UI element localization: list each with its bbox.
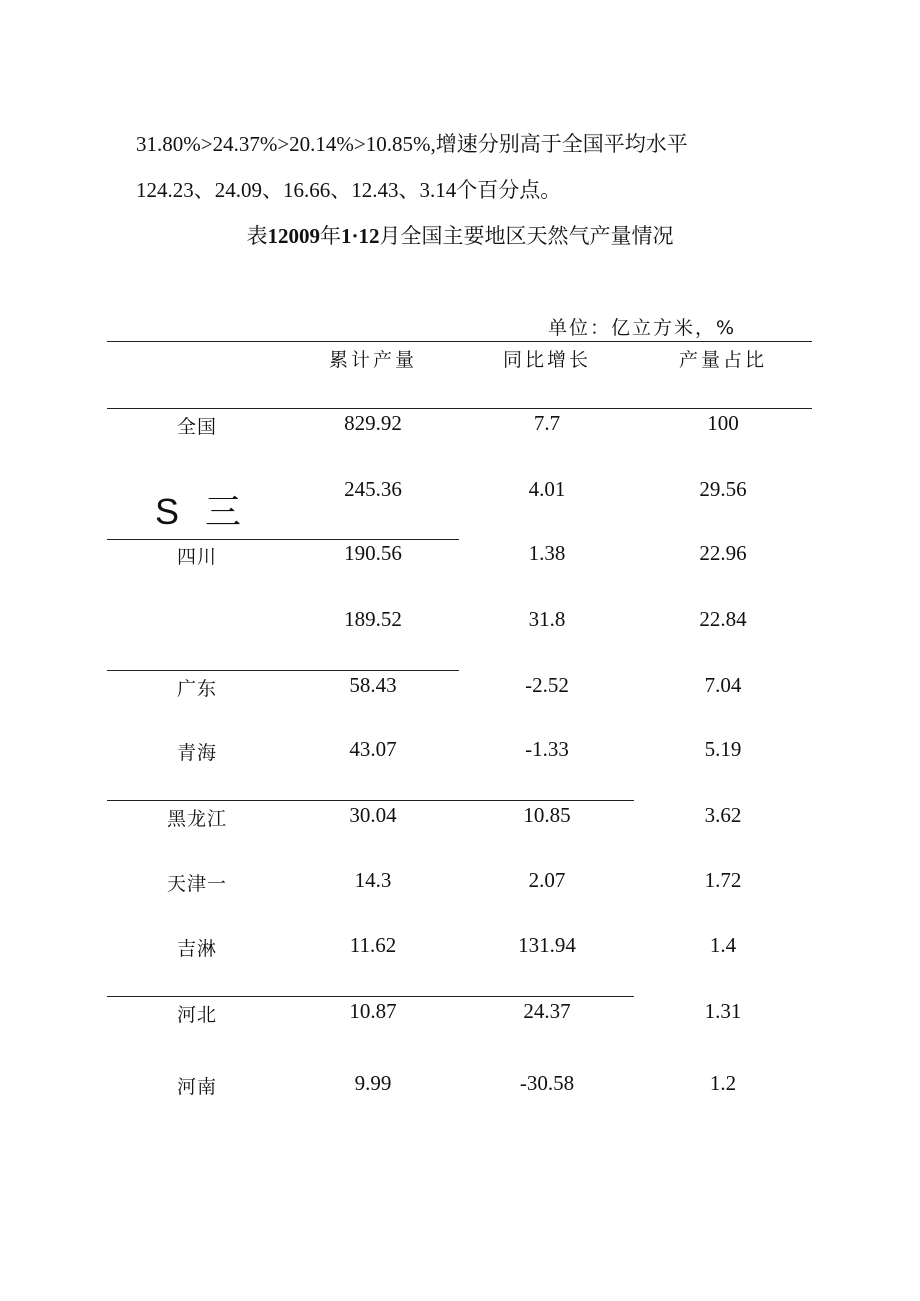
- yoy-growth: 131.94: [518, 933, 576, 957]
- cumulative-output: 11.62: [349, 933, 397, 957]
- cumulative-output: 9.99: [354, 1071, 392, 1095]
- yoy-growth: -2.52: [525, 673, 569, 697]
- column-header: 累计产量: [328, 349, 417, 371]
- unit-label: 单位：亿立方米，%: [548, 317, 737, 339]
- cumulative-output: 829.92: [344, 411, 402, 435]
- table-caption: [0, 220, 920, 250]
- yoy-growth: 7.7: [533, 411, 561, 435]
- cumulative-output: 58.43: [349, 673, 397, 697]
- table-top-rule: [107, 341, 812, 342]
- caption-year-word: 年: [319, 224, 341, 248]
- cumulative-output: 245.36: [344, 477, 402, 501]
- region-name: 四川: [176, 546, 217, 568]
- yoy-growth: -1.33: [525, 737, 569, 761]
- output-share: 22.96: [699, 541, 747, 565]
- cumulative-output: 14.3: [354, 868, 392, 892]
- yoy-growth: 31.8: [528, 607, 566, 631]
- yoy-growth: 1.38: [528, 541, 566, 565]
- caption-title-rest: 月全国主要地区天然气产量情况: [379, 224, 674, 248]
- cumulative-output: 190.56: [344, 541, 402, 565]
- caption-prefix: 表: [246, 224, 268, 248]
- header-bottom-rule: [107, 408, 812, 409]
- yoy-growth: 4.01: [528, 477, 566, 501]
- row-rule: [107, 670, 459, 671]
- cumulative-output: 43.07: [349, 737, 397, 761]
- output-share: 100: [707, 411, 739, 435]
- region-name: 广东: [176, 678, 217, 700]
- output-share: 7.04: [704, 673, 742, 697]
- cumulative-output: 30.04: [349, 803, 397, 827]
- region-name: 全国: [176, 416, 217, 438]
- output-share: 1.4: [709, 933, 737, 957]
- output-share: 1.72: [704, 868, 742, 892]
- yoy-growth: 10.85: [523, 803, 571, 827]
- column-header: 产量占比: [678, 349, 767, 371]
- yoy-growth: -30.58: [519, 1071, 575, 1095]
- row-rule: [107, 539, 459, 540]
- region-name: 黑龙江: [166, 808, 227, 830]
- region-name: 河北: [176, 1004, 217, 1026]
- output-share: 29.56: [699, 477, 747, 501]
- paragraph-line-2: 124.23、24.09、16.66、12.43、3.14个百分点。: [136, 178, 562, 202]
- output-share: 1.2: [709, 1071, 737, 1095]
- cumulative-output: 10.87: [349, 999, 397, 1023]
- caption-table-number: 12009: [267, 224, 320, 248]
- region-name: 河南: [176, 1076, 217, 1098]
- region-name: 青海: [176, 742, 217, 764]
- region-name: 吉淋: [176, 938, 217, 960]
- caption-month-range: 1·12: [340, 224, 380, 248]
- cumulative-output: 189.52: [344, 607, 402, 631]
- row-rule: [107, 996, 634, 997]
- paragraph-line-1: 31.80%>24.37%>20.14%>10.85%,增速分别高于全国平均水平: [136, 132, 688, 156]
- yoy-growth: 2.07: [528, 868, 566, 892]
- row-rule: [107, 800, 634, 801]
- output-share: 22.84: [699, 607, 747, 631]
- region-name: 天津一: [166, 873, 227, 895]
- output-share: 5.19: [704, 737, 742, 761]
- output-share: 1.31: [704, 999, 742, 1023]
- scan-artifact-text: S 三: [155, 491, 250, 532]
- output-share: 3.62: [704, 803, 742, 827]
- yoy-growth: 24.37: [523, 999, 571, 1023]
- column-header: 同比增长: [502, 349, 591, 371]
